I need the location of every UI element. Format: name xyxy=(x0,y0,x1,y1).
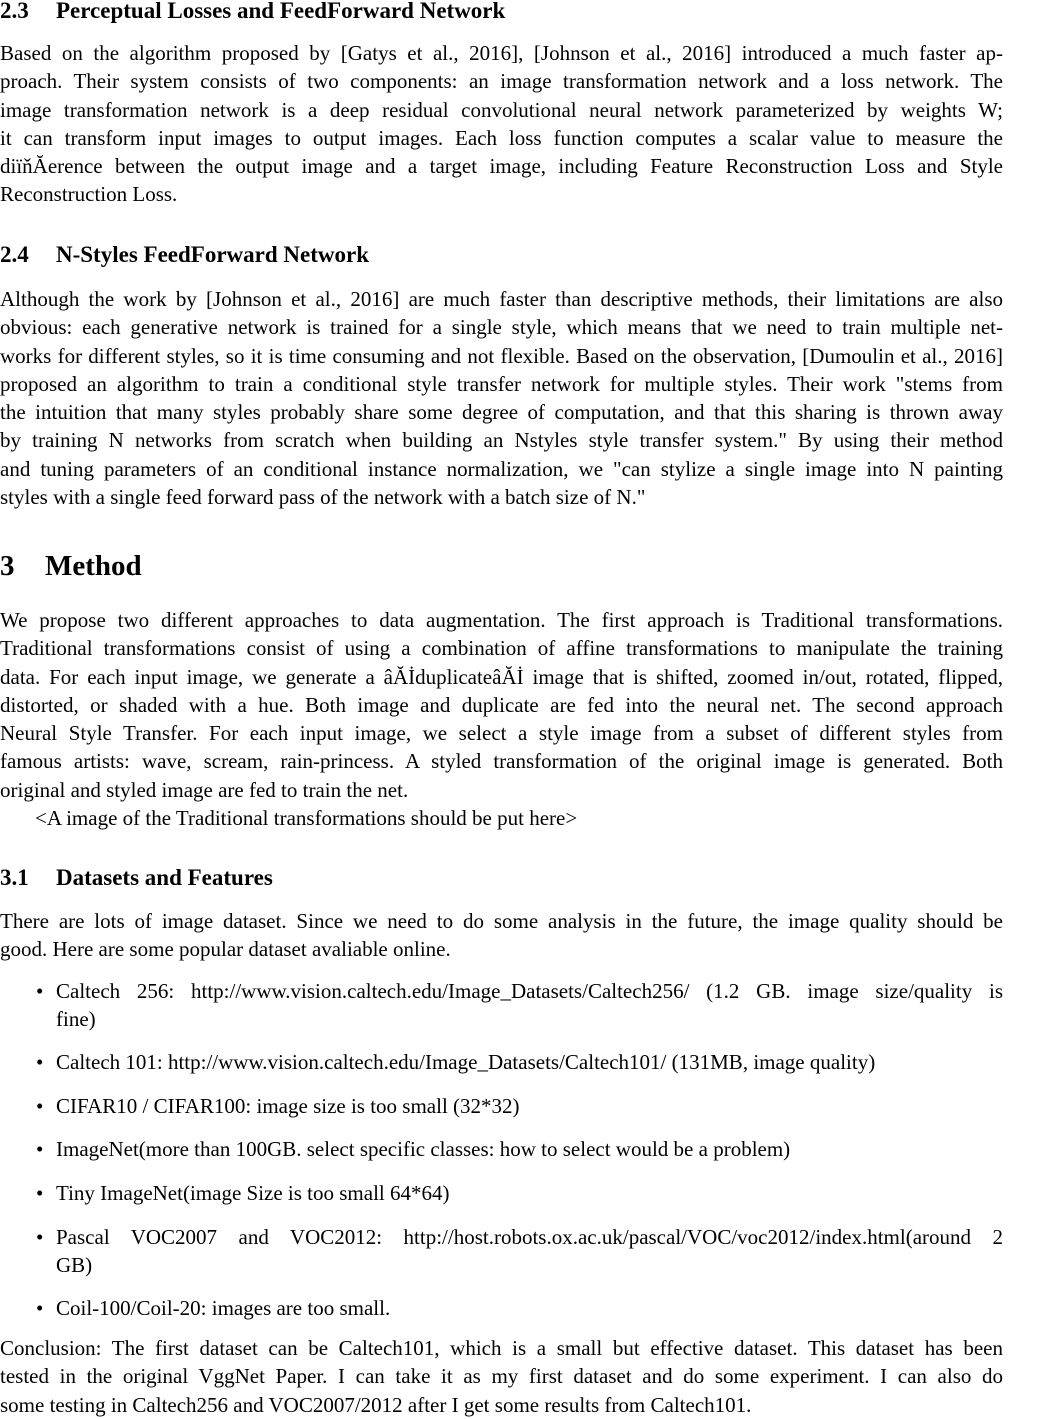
text-line: Caltech 256: http://www.vision.caltech.edu/Image_Datasets/Caltech256/ (1.2 GB. image size/quality is xyxy=(56,979,1003,1003)
section-number: 2.4 xyxy=(0,242,29,267)
list-item-text xyxy=(56,977,1003,1034)
text-line: works for different styles, so it is time consuming and not flexible. Based on the observation, [Dumoulin et al., 2016] xyxy=(0,343,1003,368)
section-title: N-Styles FeedForward Network xyxy=(56,242,369,267)
bullet-icon: • xyxy=(36,1181,44,1205)
section-heading-2-3 xyxy=(0,0,505,25)
paragraph-3 xyxy=(0,606,1003,804)
list-item-text xyxy=(56,1223,1003,1280)
section-title: Perceptual Losses and FeedForward Network xyxy=(56,0,506,23)
list-item-text xyxy=(56,1294,1003,1322)
text-line: famous artists: wave, scream, rain-princess. A styled transformation of the original image is generated. Both xyxy=(0,749,1003,774)
section-number: 3 xyxy=(0,550,15,582)
section-number: 2.3 xyxy=(0,0,29,23)
text-line: Tiny ImageNet(image Size is too small 64*64) xyxy=(56,1181,450,1205)
text-line: obvious: each generative network is trained for a single style, which means that we need to train multiple net- xyxy=(0,315,1003,340)
bullet-icon: • xyxy=(36,1050,44,1074)
text-line: diïňĂerence between the output image and a target image, including Feature Reconstruction Loss and Style xyxy=(0,154,1003,179)
text-line: proach. Their system consists of two components: an image transformation network and a loss network. The xyxy=(0,69,1003,94)
bullet-icon: • xyxy=(36,1137,44,1161)
text-line: Reconstruction Loss. xyxy=(0,182,178,207)
text-line: distorted, or shaded with a hue. Both image and duplicate are fed into the neural net. The second approach xyxy=(0,692,1003,717)
text-line: fine) xyxy=(56,1007,96,1032)
list-item-text xyxy=(56,1135,1003,1163)
section-heading-3-1 xyxy=(0,864,273,892)
text-line: Neural Style Transfer. For each input image, we select a style image from a subset of different styles from xyxy=(0,721,1003,746)
section-title: Method xyxy=(45,550,142,582)
text-line: original and styled image are fed to train the net. xyxy=(0,777,409,802)
section-title: Datasets and Features xyxy=(56,865,273,890)
text-line: Traditional transformations consist of using a combination of affine transformations to manipulate the training xyxy=(0,636,1003,661)
text-line: ImageNet(more than 100GB. select specific classes: how to select would be a problem) xyxy=(56,1137,791,1161)
list-item-text xyxy=(56,1048,1003,1076)
bullet-icon: • xyxy=(36,1296,44,1320)
text-line: data. For each input image, we generate a âĂİduplicateâĂİ image that is shifted, zoomed in/out, rotated, flipped, xyxy=(0,664,1003,689)
text-line: Caltech 101: http://www.vision.caltech.edu/Image_Datasets/Caltech101/ (131MB, image quality) xyxy=(56,1050,876,1074)
paragraph-2-4 xyxy=(0,285,1003,511)
section-heading-3 xyxy=(0,549,142,583)
text-line: Although the work by [Johnson et al., 2016] are much faster than descriptive methods, their limitations are also xyxy=(0,287,1003,311)
text-line: CIFAR10 / CIFAR100: image size is too small (32*32) xyxy=(56,1094,520,1118)
text-line: We propose two different approaches to data augmentation. The first approach is Traditional transformations. xyxy=(0,608,1003,632)
text-line: by training N networks from scratch when building an Nstyles style transfer system." By using their method xyxy=(0,428,1003,453)
paragraph-2-3 xyxy=(0,39,1003,209)
text-line: Pascal VOC2007 and VOC2012: http://host.robots.ox.ac.uk/pascal/VOC/voc2012/index.html(around 2 xyxy=(56,1225,1003,1249)
text-line: image transformation network is a deep residual convolutional neural network parameterized by weights W; xyxy=(0,97,1003,122)
bullet-icon: • xyxy=(36,979,44,1003)
text-line: Conclusion: The first dataset can be Caltech101, which is a small but effective dataset. This dataset has been xyxy=(0,1336,1003,1360)
paragraph-conclusion xyxy=(0,1334,1003,1419)
text-line: tested in the original VggNet Paper. I can take it as my first dataset and do some experiment. I can also do xyxy=(0,1364,1003,1389)
text-line: Coil-100/Coil-20: images are too small. xyxy=(56,1296,391,1320)
section-number: 3.1 xyxy=(0,865,29,890)
text-line: some testing in Caltech256 and VOC2007/2012 after I get some results from Caltech101. xyxy=(0,1392,752,1417)
text-line: it can transform input images to output images. Each loss function computes a scalar value to measure the xyxy=(0,125,1003,150)
bullet-icon: • xyxy=(36,1225,44,1249)
text-line: good. Here are some popular dataset avaliable online. xyxy=(0,937,451,962)
text-line: and tuning parameters of an conditional instance normalization, we "can stylize a single image into N painting xyxy=(0,456,1003,481)
paragraph-3-1-intro xyxy=(0,907,1003,964)
text-line: the intuition that many styles probably share some degree of computation, and that this sharing is thrown away xyxy=(0,400,1003,425)
list-item-text xyxy=(56,1092,1003,1120)
section-heading-2-4 xyxy=(0,241,369,269)
text-line: styles with a single feed forward pass of the network with a batch size of N." xyxy=(0,485,646,510)
text-line: Based on the algorithm proposed by [Gatys et al., 2016], [Johnson et al., 2016] introduced a much faster ap- xyxy=(0,41,1003,65)
text-line: There are lots of image dataset. Since we need to do some analysis in the future, the image quality should be xyxy=(0,909,1003,933)
text-line: proposed an algorithm to train a conditional style transfer network for multiple styles. Their work "stems from xyxy=(0,371,1003,396)
list-item-text xyxy=(56,1179,1003,1207)
text-line: GB) xyxy=(56,1253,93,1278)
bullet-icon: • xyxy=(36,1094,44,1118)
image-placeholder-text: <A image of the Traditional transformations should be put here> xyxy=(35,806,578,830)
